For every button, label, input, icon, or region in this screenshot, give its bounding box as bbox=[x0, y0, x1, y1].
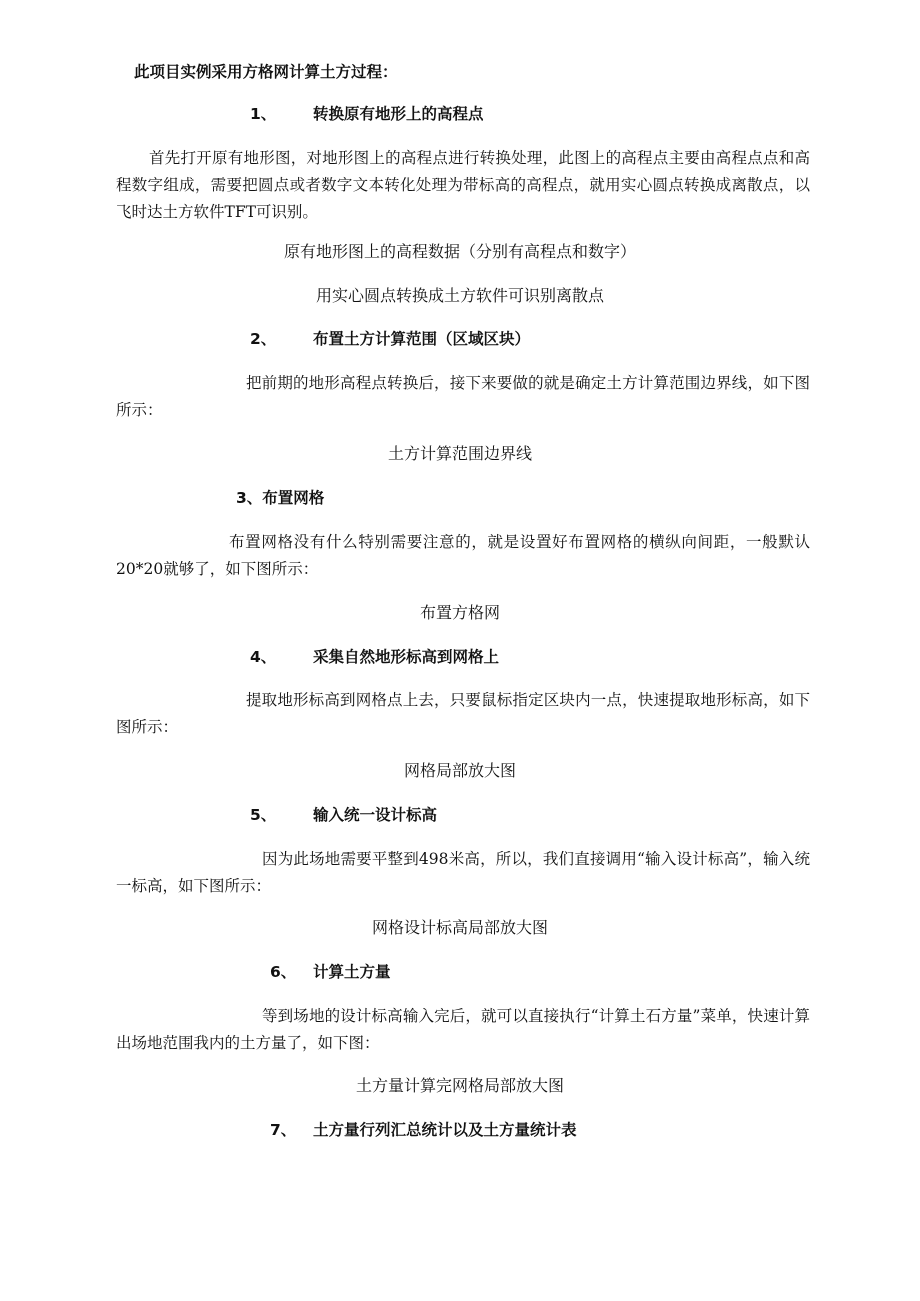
caption-3: 土方计算范围边界线 bbox=[387, 444, 532, 463]
caption-5: 网格局部放大图 bbox=[403, 761, 516, 780]
section-number: 2、 bbox=[250, 330, 277, 348]
paragraph-4: 提取地形标高到网格点上去，只要鼠标指定区块内一点，快速提取地形标高，如下图所示： bbox=[116, 691, 810, 736]
section-number: 4、 bbox=[250, 648, 277, 666]
caption-4: 布置方格网 bbox=[419, 603, 500, 622]
section-title: 输入统一设计标高 bbox=[313, 806, 438, 824]
section-number: 1、 bbox=[250, 105, 277, 123]
caption-1: 原有地形图上的高程数据（分别有高程点和数字） bbox=[283, 242, 636, 261]
section-number: 6、 bbox=[270, 963, 297, 981]
section-title: 转换原有地形上的高程点 bbox=[313, 105, 484, 123]
paragraph-2: 把前期的地形高程点转换后，接下来要做的就是确定土方计算范围边界线，如下图所示： bbox=[116, 374, 810, 419]
caption-6: 网格设计标高局部放大图 bbox=[371, 918, 548, 937]
paragraph-5: 因为此场地需要平整到498米高，所以，我们直接调用“输入设计标高”，输入统一标高，如下图所示： bbox=[116, 850, 810, 895]
section-number: 7、 bbox=[270, 1121, 297, 1139]
section-title: 采集自然地形标高到网格上 bbox=[313, 648, 500, 666]
paragraph-1: 首先打开原有地形图，对地形图上的高程点进行转换处理，此图上的高程点主要由高程点点和高程数字组成，需要把圆点或者数字文本转化处理为带标高的高程点，就用实心圆点转换成离散点，以飞时达土方软件TFT可识别。 bbox=[116, 149, 810, 221]
caption-7: 土方量计算完网格局部放大图 bbox=[355, 1076, 564, 1095]
caption-2: 用实心圆点转换成土方软件可识别离散点 bbox=[315, 286, 604, 305]
paragraph-6: 等到场地的设计标高输入完后，就可以直接执行“计算土石方量”菜单，快速计算出场地范围我内的土方量了，如下图： bbox=[116, 1007, 810, 1052]
paragraph-3: 布置网格没有什么特别需要注意的，就是设置好布置网格的横纵向间距，一般默认20*20就够了，如下图所示： bbox=[116, 533, 810, 578]
section-title: 土方量行列汇总统计以及土方量统计表 bbox=[313, 1121, 577, 1139]
intro-heading: 此项目实例采用方格网计算土方过程： bbox=[134, 63, 398, 81]
section-title: 计算土方量 bbox=[313, 963, 391, 981]
section-number: 5、 bbox=[250, 806, 277, 824]
section-title: 布置土方计算范围（区域区块） bbox=[313, 330, 531, 348]
section-3-heading: 3、布置网格 bbox=[236, 489, 325, 507]
